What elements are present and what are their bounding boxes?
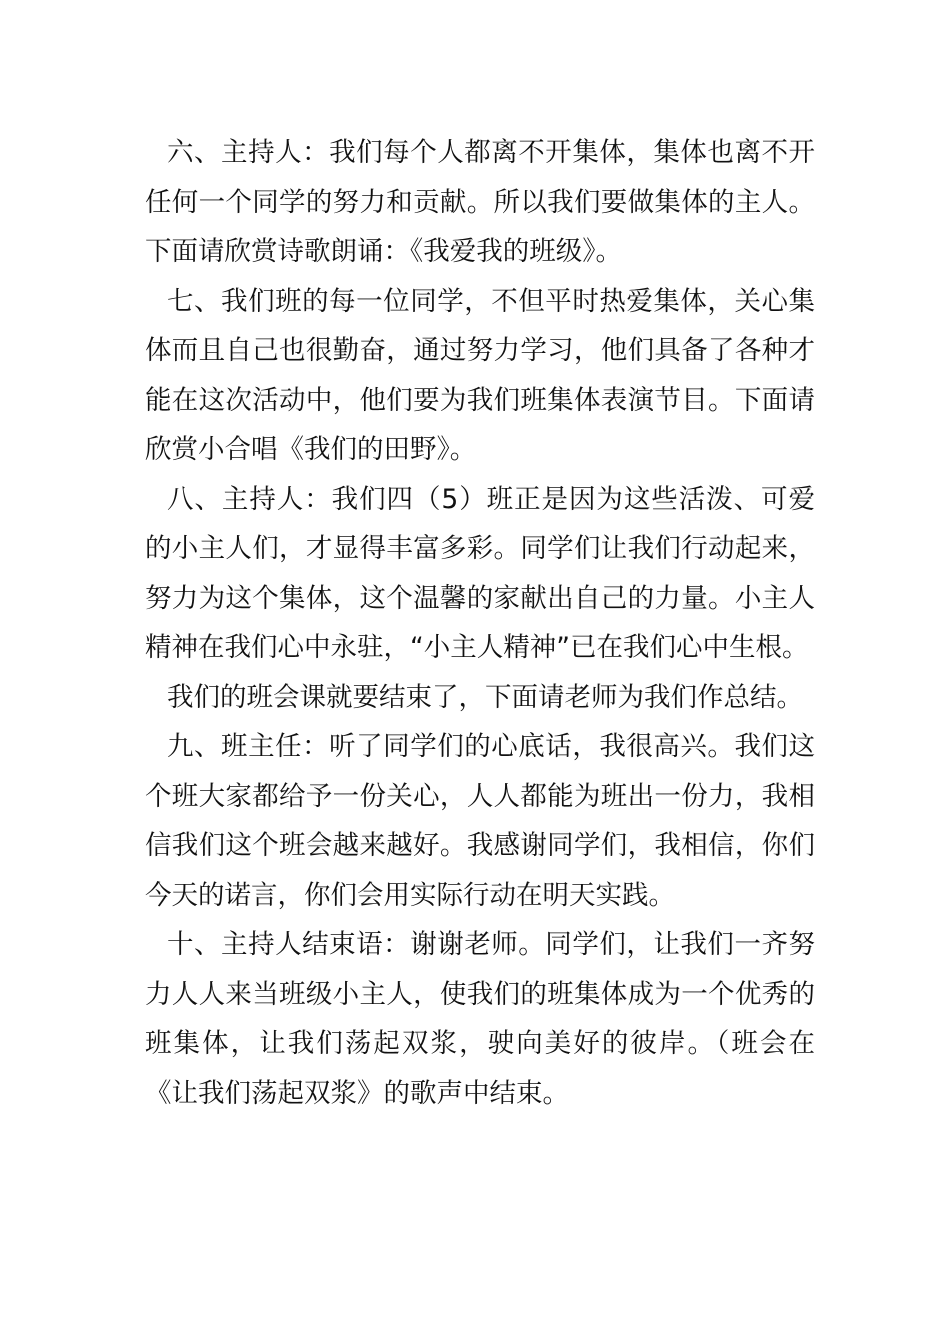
paragraph-closing-note: 我们的班会课就要结束了，下面请老师为我们作总结。	[167, 681, 803, 713]
paragraph-host-eight: 八、主持人：我们四（5）班正是因为这些活泼、可爱的小主人们，才显得丰富多彩。同学们让我们行动起来，努力为这个集体，这个温馨的家献出自己的力量。小主人精神在我们心中永驻，“小主人精神”已在我们心中生根。	[145, 483, 815, 663]
paragraph-teacher-nine: 九、班主任：听了同学们的心底话，我很高兴。我们这个班大家都给予一份关心，人人都能为班出一份力，我相信我们这个班会越来越好。我感谢同学们，我相信，你们今天的诺言，你们会用实际行动在明天实践。	[145, 731, 815, 911]
paragraph-seven: 七、我们班的每一位同学，不但平时热爱集体，关心集体而且自己也很勤奋，通过努力学习，他们具备了各种才能在这次活动中，他们要为我们班集体表演节目。下面请欣赏小合唱《我们的田野》。	[145, 285, 815, 465]
paragraph-host-six: 六、主持人：我们每个人都离不开集体，集体也离不开任何一个同学的努力和贡献。所以我们要做集体的主人。下面请欣赏诗歌朗诵：《我爱我的班级》。	[145, 137, 815, 267]
document-body	[145, 128, 815, 1118]
paragraph-host-ten: 十、主持人结束语：谢谢老师。同学们，让我们一齐努力人人来当班级小主人，使我们的班集体成为一个优秀的班集体，让我们荡起双浆，驶向美好的彼岸。（班会在《让我们荡起双浆》的歌声中结束。	[145, 929, 815, 1109]
